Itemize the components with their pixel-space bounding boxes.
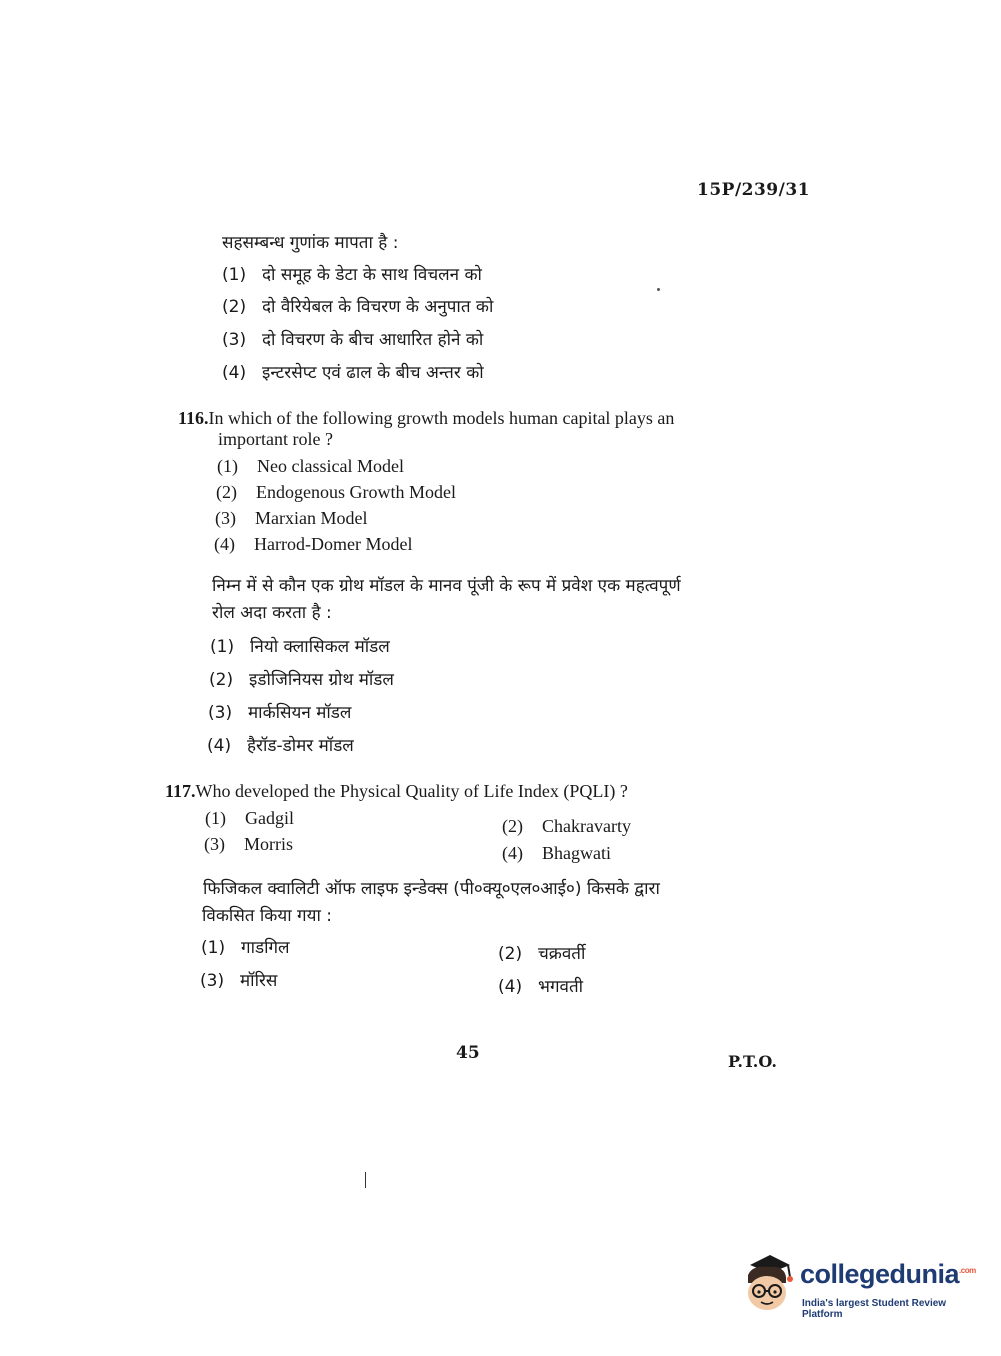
collegedunia-watermark xyxy=(740,1253,976,1320)
pto-label: P.T.O. xyxy=(728,1052,777,1071)
q116-option-4: (4) Harrod-Domer Model xyxy=(214,534,413,554)
q117-option-2: (2) Chakravarty xyxy=(502,816,631,836)
q117-hindi-stem-line1: फिजिकल क्वालिटी ऑफ लाइफ इन्डेक्स (पी०क्यू०एल०आई०) किसके द्वारा xyxy=(203,879,660,899)
paper-code: 15P/239/31 xyxy=(697,180,811,200)
page-number: 45 xyxy=(456,1043,480,1063)
brand-tagline: India's largest Student Review Platform xyxy=(802,1298,947,1320)
mascot-logo-icon xyxy=(740,1253,796,1313)
q117-option-1: (1) Gadgil xyxy=(205,808,294,828)
q116-hindi-option-3: (3) मार्कसियन मॉडल xyxy=(208,703,352,723)
q116-stem-line2: important role ? xyxy=(218,429,333,449)
q115-option-3: (3) दो विचरण के बीच आधारित होने को xyxy=(222,330,484,350)
stray-mark xyxy=(365,1172,366,1188)
speck xyxy=(657,288,660,291)
q116-hindi-stem-line2: रोल अदा करता है : xyxy=(212,603,332,623)
q116-hindi-stem-line1: निम्न में से कौन एक ग्रोथ मॉडल के मानव पूंजी के रूप में प्रवेश एक महत्वपूर्ण xyxy=(212,576,681,596)
q117-hindi-option-2: (2) चक्रवर्ती xyxy=(498,944,586,964)
q116-hindi-option-2: (2) इडोजिनियस ग्रोथ मॉडल xyxy=(209,670,394,690)
q117-stem: 117.Who developed the Physical Quality of Life Index (PQLI) ? xyxy=(165,781,628,801)
q115-hindi-stem: सहसम्बन्ध गुणांक मापता है : xyxy=(222,233,399,253)
q115-option-2: (2) दो वैरियेबल के विचरण के अनुपात को xyxy=(222,297,494,317)
q115-option-1: (1) दो समूह के डेटा के साथ विचलन को xyxy=(222,265,482,285)
q115-option-4: (4) इन्टरसेप्ट एवं ढाल के बीच अन्तर को xyxy=(222,363,484,383)
q117-number: 117. xyxy=(165,781,196,801)
q117-hindi-option-3: (3) मॉरिस xyxy=(200,971,278,991)
q116-option-1: (1) Neo classical Model xyxy=(217,456,404,476)
q117-option-3: (3) Morris xyxy=(204,834,293,854)
q117-option-4: (4) Bhagwati xyxy=(502,843,611,863)
q117-hindi-option-4: (4) भगवती xyxy=(498,977,584,997)
q117-hindi-option-1: (1) गाडगिल xyxy=(201,938,290,958)
q116-stem-line1: 116.In which of the following growth models human capital plays an xyxy=(178,408,675,428)
q116-number: 116. xyxy=(178,408,209,428)
q116-hindi-option-4: (4) हैरॉड-डोमर मॉडल xyxy=(207,736,354,756)
q116-option-2: (2) Endogenous Growth Model xyxy=(216,482,456,502)
q116-hindi-option-1: (1) नियो क्लासिकल मॉडल xyxy=(210,637,390,657)
q117-hindi-stem-line2: विकसित किया गया : xyxy=(202,906,332,926)
brand-name: collegedunia$^{.com}$ xyxy=(800,1259,976,1289)
q116-option-3: (3) Marxian Model xyxy=(215,508,368,528)
